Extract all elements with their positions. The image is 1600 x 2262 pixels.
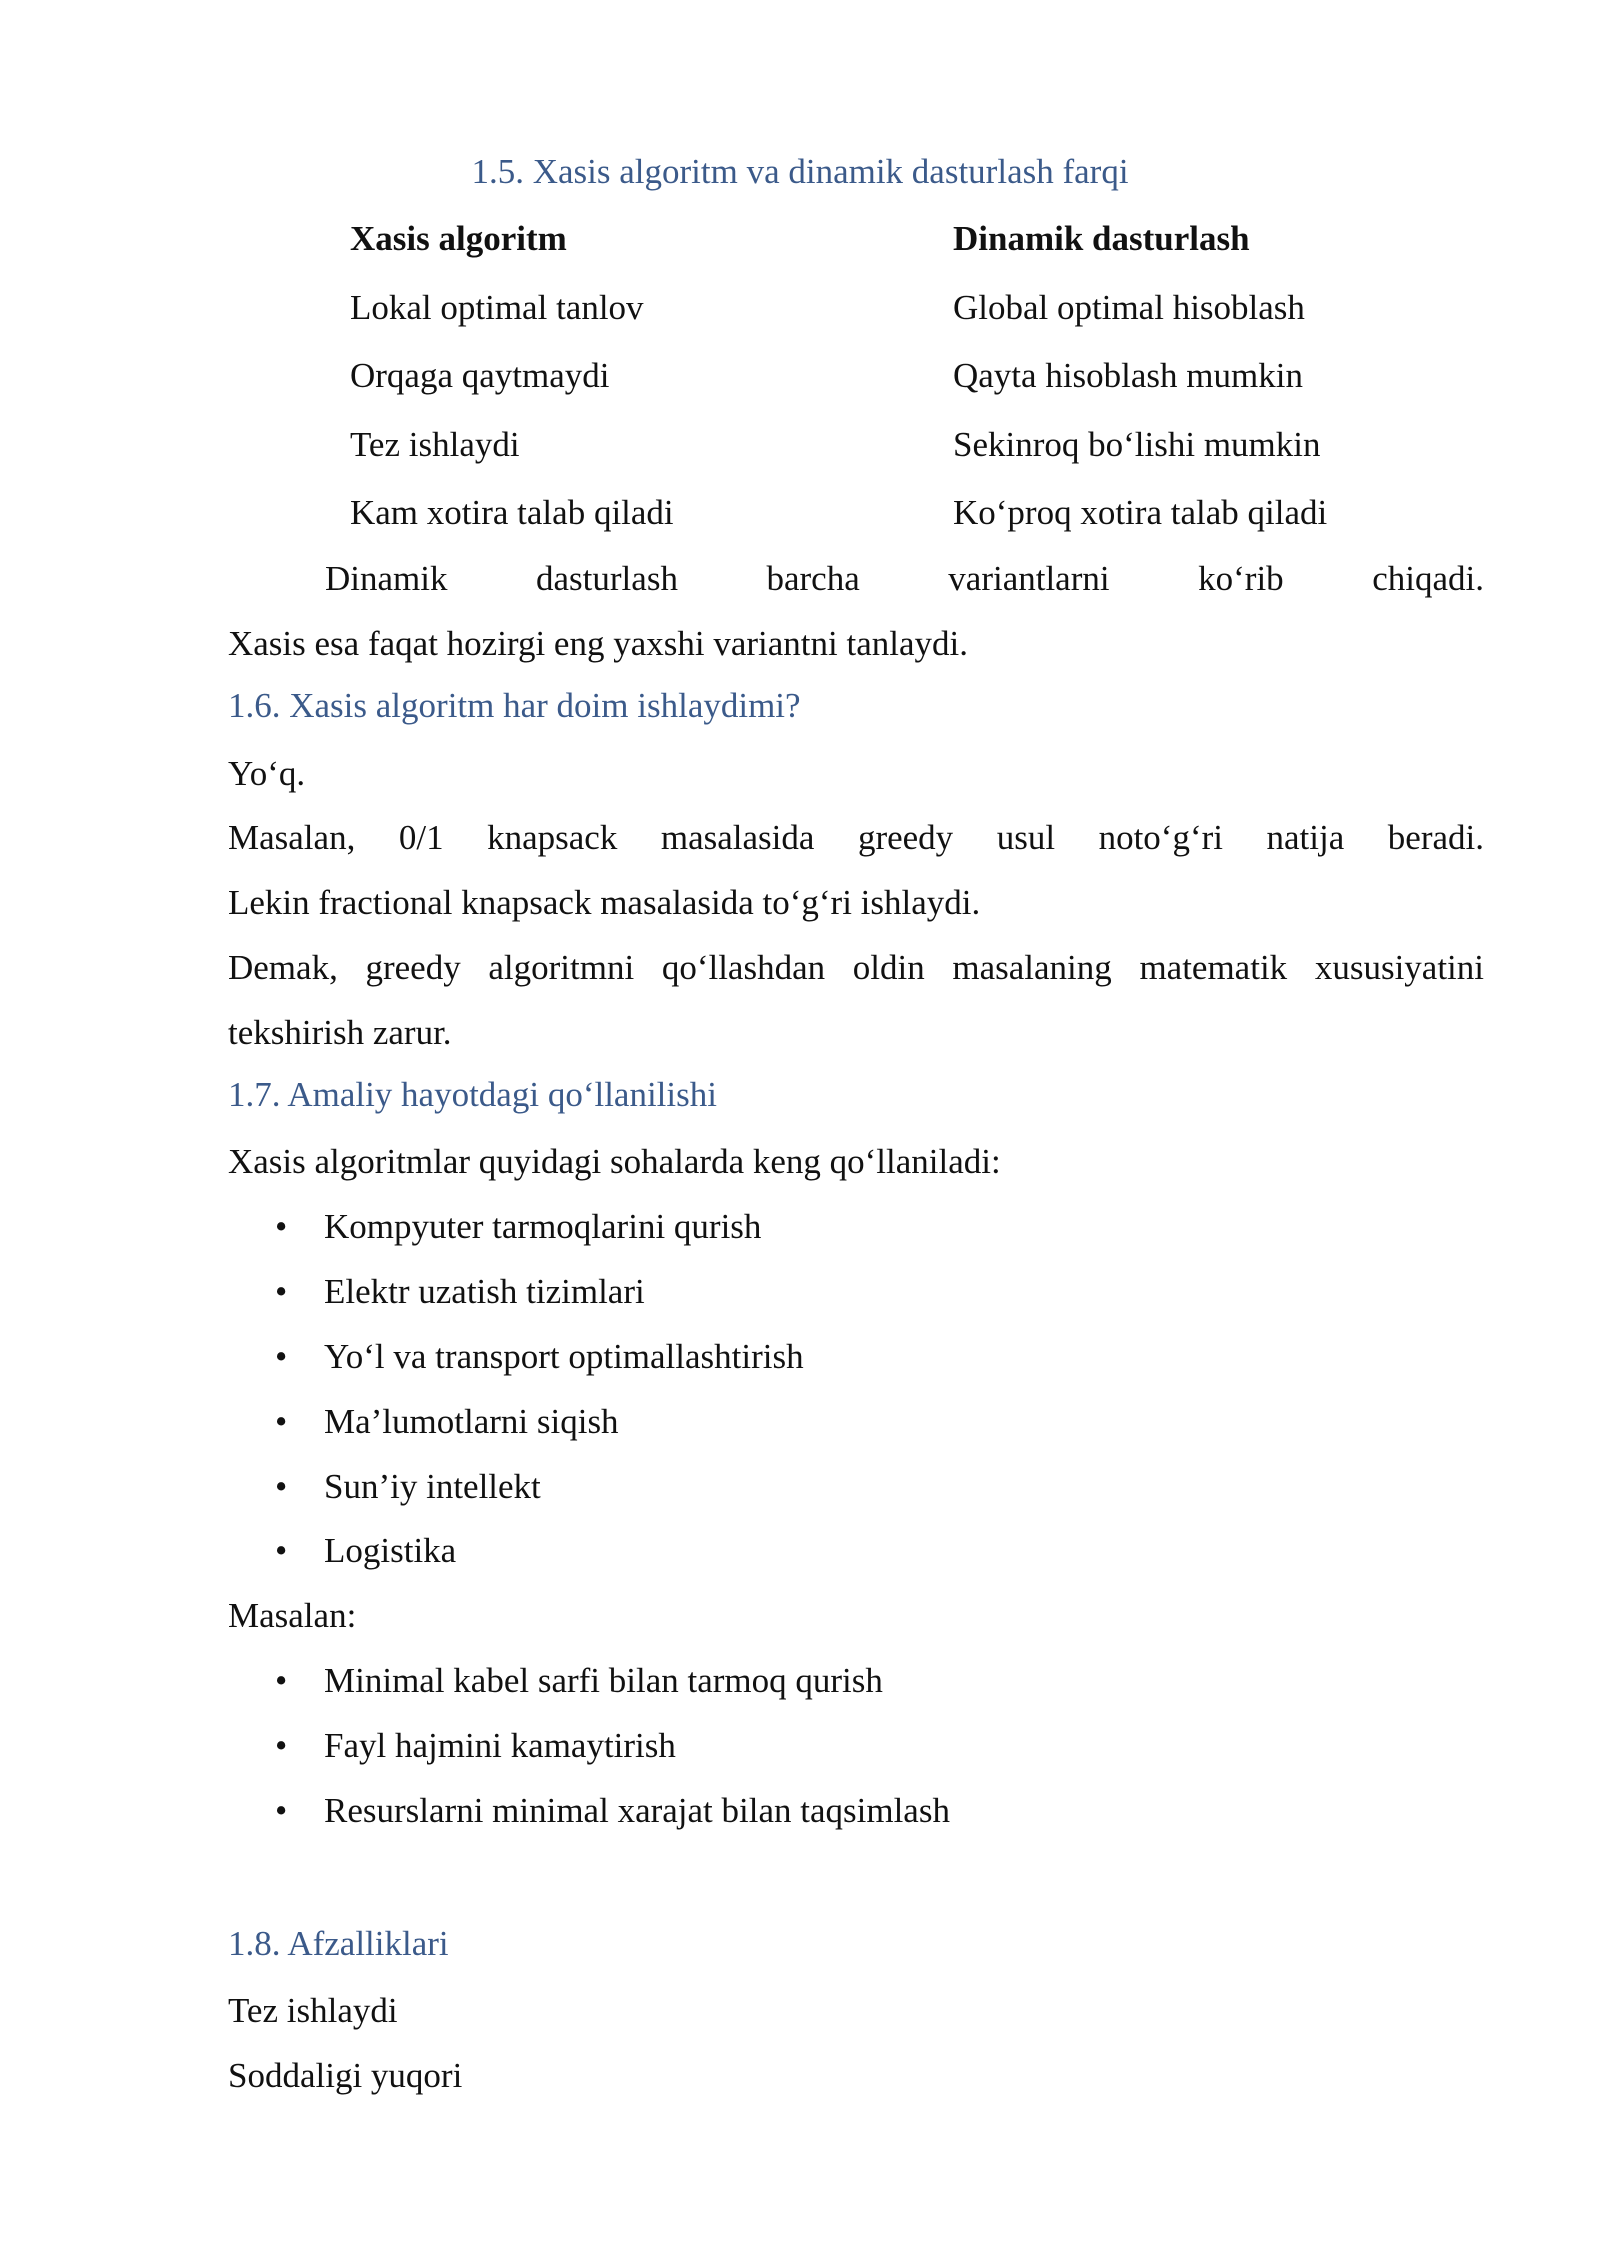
paragraph-line: Lekin fractional knapsack masalasida to‘g‘ri ishlaydi.: [228, 883, 981, 922]
table-cell: Tez ishlaydi: [350, 425, 520, 464]
table-cell: Qayta hisoblash mumkin: [953, 356, 1303, 395]
table-cell: Lokal optimal tanlov: [350, 288, 644, 327]
paragraph-line: Dinamik dasturlash barcha variantlarni ko‘rib chiqadi.: [325, 559, 1484, 598]
bullet-icon: •: [275, 1272, 288, 1311]
section-1-7-title: 1.7. Amaliy hayotdagi qo‘llanilishi: [228, 1075, 717, 1114]
bullet-icon: •: [275, 1402, 288, 1441]
answer-text: Yo‘q.: [228, 754, 306, 793]
paragraph-line: Masalan, 0/1 knapsack masalasida greedy usul noto‘g‘ri natija beradi.: [228, 818, 1484, 857]
table-cell: Kam xotira talab qiladi: [350, 493, 674, 532]
paragraph-line: Xasis esa faqat hozirgi eng yaxshi variantni tanlaydi.: [228, 624, 968, 663]
bullet-icon: •: [275, 1207, 288, 1246]
bullet-icon: •: [275, 1661, 288, 1700]
section-1-5-title: 1.5. Xasis algoritm va dinamik dasturlash farqi: [471, 152, 1129, 191]
table-header-dynamic: Dinamik dasturlash: [953, 219, 1250, 258]
paragraph-line: tekshirish zarur.: [228, 1013, 452, 1052]
section-1-6-title: 1.6. Xasis algoritm har doim ishlaydimi?: [228, 686, 801, 725]
document-page: 1.5. Xasis algoritm va dinamik dasturlash farqi Xasis algoritm Dinamik dasturlash Lokal optimal tanlov Global optimal hisoblash Orqaga qaytmaydi Qayta hisoblash mumkin Tez ishlaydi Sekinroq bo‘lishi mumkin Kam xotira talab qiladi Ko‘proq xotira talab qiladi Dinamik dasturlash barcha variantlarni ko‘rib chiqadi. Xasis esa faqat hozirgi eng yaxshi variantni tanlaydi. 1.6. Xasis algoritm har doim ishlaydimi? Yo‘q. Masalan, 0/1 knapsack masalasida greedy usul noto‘g‘ri natija beradi. Lekin fractional knapsack masalasida to‘g‘ri ishlaydi. Demak, greedy algoritmni qo‘llashdan oldin masalaning matematik xususiyatini tekshirish zarur. 1.7. Amaliy hayotdagi qo‘llanilishi Xasis algoritmlar quyidagi sohalarda keng qo‘llaniladi: • Kompyuter tarmoqlarini qurish • Elektr uzatish tizimlari • Yo‘l va transport optimallashtirish • Ma’lumotlarni siqish • Sun’iy intellekt • Logistika Masalan: • Minimal kabel sarfi bilan tarmoq qurish • Fayl hajmini kamaytirish • Resurslarni minimal xarajat bilan taqsimlash 1.8. Afzalliklari Tez ishlaydi Soddaligi yuqori: [0, 0, 1600, 2262]
advantage-item: Tez ishlaydi: [228, 1991, 398, 2030]
bullet-icon: •: [275, 1726, 288, 1765]
examples-label: Masalan:: [228, 1596, 357, 1635]
bullet-icon: •: [275, 1467, 288, 1506]
paragraph-line: Demak, greedy algoritmni qo‘llashdan oldin masalaning matematik xususiyatini: [228, 948, 1484, 987]
table-cell: Orqaga qaytmaydi: [350, 356, 610, 395]
table-cell: Ko‘proq xotira talab qiladi: [953, 493, 1328, 532]
paragraph-line: Xasis algoritmlar quyidagi sohalarda keng qo‘llaniladi:: [228, 1142, 1001, 1181]
table-header-greedy: Xasis algoritm: [350, 219, 567, 258]
section-1-8-title: 1.8. Afzalliklari: [228, 1924, 449, 1963]
advantage-item: Soddaligi yuqori: [228, 2056, 463, 2095]
bullet-icon: •: [275, 1337, 288, 1376]
table-cell: Sekinroq bo‘lishi mumkin: [953, 425, 1321, 464]
table-cell: Global optimal hisoblash: [953, 288, 1305, 327]
bullet-icon: •: [275, 1791, 288, 1830]
bullet-icon: •: [275, 1531, 288, 1570]
